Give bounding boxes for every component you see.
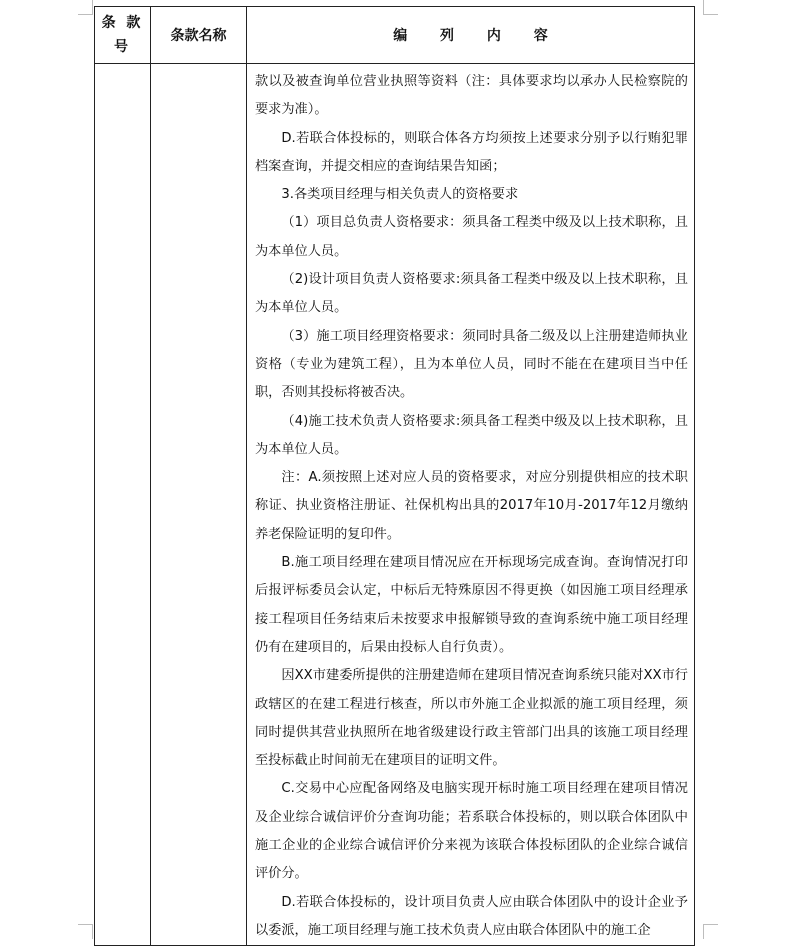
content-cell [247, 64, 695, 946]
crop-mark-bottom-left [78, 924, 93, 939]
content-paragraph: 注：A.须按照上述对应人员的资格要求，对应分别提供相应的技术职称证、执业资格注册证、社保机构出具的2017年10月-2017年12月缴纳养老保险证明的复印件。 [255, 470, 688, 542]
content-paragraph: 3.各类项目经理与相关负责人的资格要求 [281, 187, 519, 203]
content-text [247, 64, 694, 945]
header-clause-name: 条款名称 [151, 7, 247, 64]
content-paragraph: 因XX市建委所提供的注册建造师在建项目情况查询系统只能对XX市行政辖区的在建工程进行核查，所以市外施工企业拟派的施工项目经理，须同时提供其营业执照所在地省级建设行政主管部门出具的该施工项目经理至投标截止时间前无在建项目的证明文件。 [255, 668, 688, 769]
content-paragraph: （4)施工技术负责人资格要求:须具备工程类中级及以上技术职称，且为本单位人员。 [255, 413, 688, 457]
content-paragraph: D.若联合体投标的，则联合体各方均须按上述要求分别予以行贿犯罪档案查询，并提交相应的查询结果告知函； [255, 130, 688, 174]
crop-mark-bottom-right [703, 924, 718, 939]
table-header-row [95, 7, 695, 64]
content-paragraph: （1）项目总负责人资格要求：须具备工程类中级及以上技术职称，且为本单位人员。 [255, 215, 688, 259]
header-clause-number-line1: 条 款 [101, 15, 144, 31]
header-content: 编 列 内 容 [247, 7, 695, 64]
content-paragraph: C.交易中心应配备网络及电脑实现开标时施工项目经理在建项目情况及企业综合诚信评价分查询功能；若系联合体投标的，则以联合体团队中施工企业的企业综合诚信评价分来视为该联合体投标团队的企业综合诚信评价分。 [255, 781, 688, 882]
content-paragraph: B.施工项目经理在建项目情况应在开标现场完成查询。查询情况打印后报评标委员会认定，中标后无特殊原因不得更换（如因施工项目经理承接工程项目任务结束后未按要求申报解锁导致的查询系统中施工项目经理仍有在建项目的，后果由投标人自行负责）。 [255, 555, 688, 655]
crop-mark-top-right [703, 0, 718, 15]
header-clause-number [95, 7, 151, 64]
header-clause-number-line2: 号 [114, 39, 131, 55]
clause-name-cell [151, 64, 247, 946]
content-paragraph: D.若联合体投标的，设计项目负责人应由联合体团队中的设计企业予以委派，施工项目经理与施工技术负责人应由联合体团队中的施工企 [255, 894, 688, 938]
clause-table [94, 6, 695, 946]
crop-mark-top-left [78, 0, 93, 15]
content-paragraph: （3）施工项目经理资格要求：须同时具备二级及以上注册建造师执业资格（专业为建筑工程），且为本单位人员，同时不能在在建项目当中任职，否则其投标将被否决。 [255, 328, 688, 401]
clause-number-cell [95, 64, 151, 946]
content-paragraph: 款以及被查询单位营业执照等资料（注：具体要求均以承办人民检察院的要求为准）。 [255, 74, 688, 118]
table-row [95, 64, 695, 946]
content-paragraph: （2)设计项目负责人资格要求:须具备工程类中级及以上技术职称，且为本单位人员。 [255, 272, 688, 316]
